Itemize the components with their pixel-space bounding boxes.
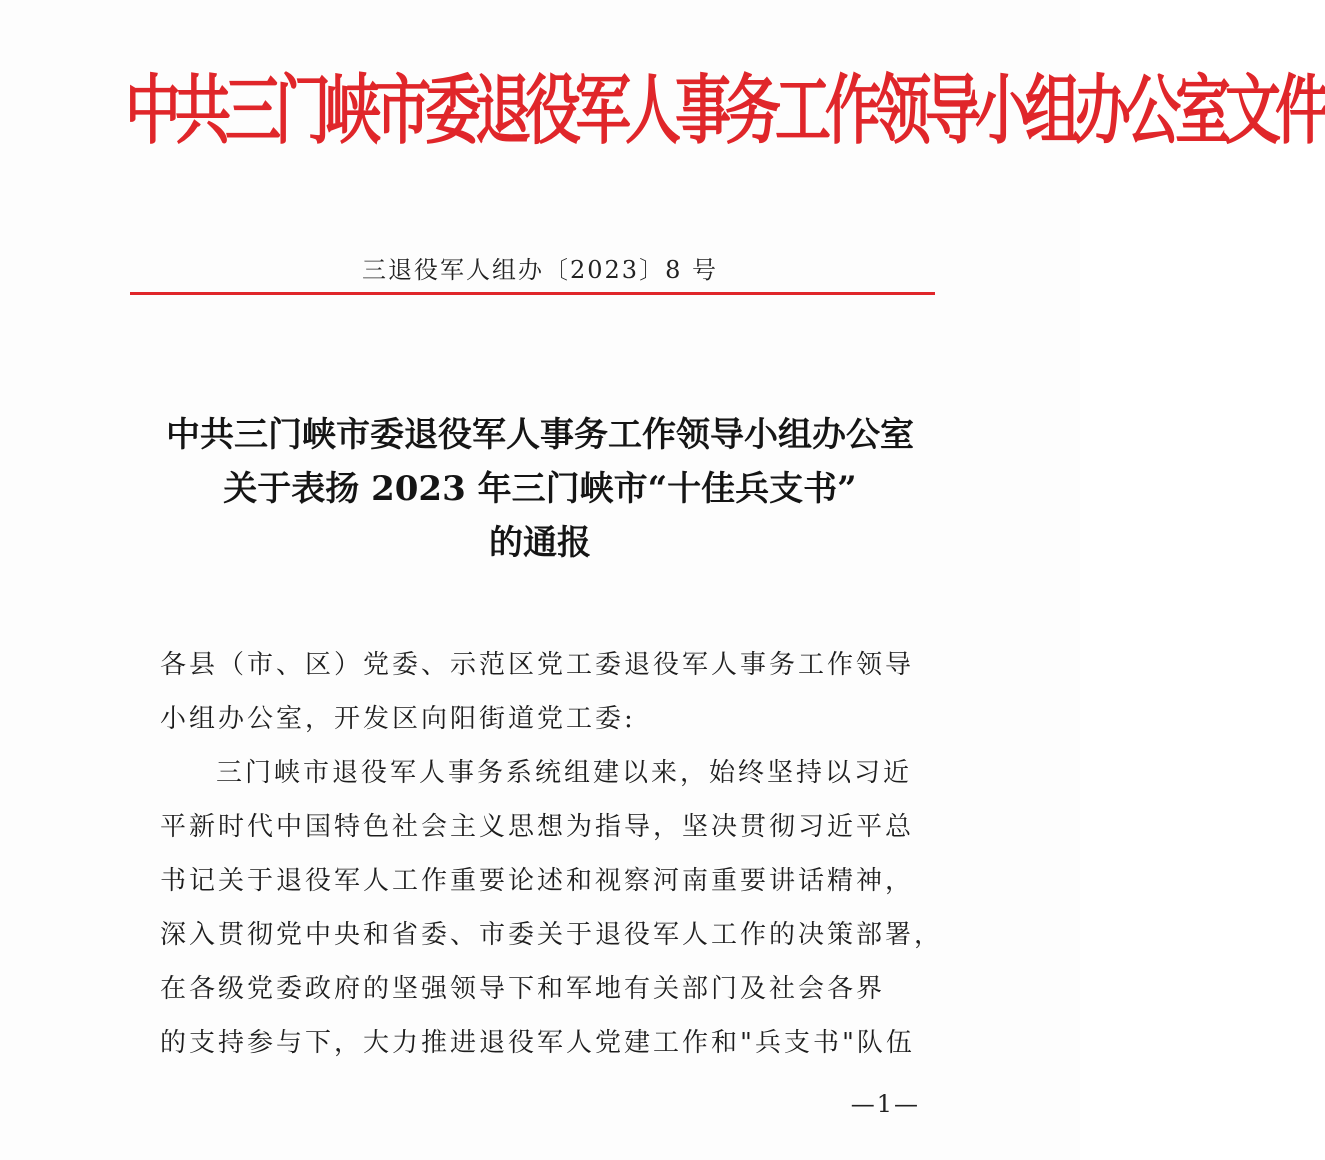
title-line-3: 的通报: [489, 523, 591, 563]
body-line-1: 各县（市、区）党委、示范区党工委退役军人事务工作领导: [160, 650, 915, 680]
body-line-6: 深入贯彻党中央和省委、市委关于退役军人工作的决策部署，: [160, 920, 944, 950]
body-line-2: 小组办公室，开发区向阳街道党工委:: [160, 704, 636, 734]
red-header-title: 中共三门峡市委退役军人事务工作领导小组办公室文件: [125, 67, 1325, 156]
body-line-3: 三门峡市退役军人事务系统组建以来，始终坚持以习近: [216, 758, 913, 788]
title-line-1: 中共三门峡市委退役军人事务工作领导小组办公室: [166, 415, 914, 455]
document-number: 三退役军人组办〔2023〕8 号: [362, 256, 718, 284]
body-text: [160, 638, 944, 1070]
title-line-2: 关于表扬 2023 年三门峡市“十佳兵支书”: [223, 469, 857, 509]
body-line-5: 书记关于退役军人工作重要论述和视察河南重要讲话精神，: [160, 866, 915, 896]
notice-title: [0, 408, 1080, 570]
body-line-7: 在各级党委政府的坚强领导下和军地有关部门及社会各界: [160, 974, 886, 1004]
page-number: —1—: [850, 1090, 920, 1118]
body-line-4: 平新时代中国特色社会主义思想为指导，坚决贯彻习近平总: [160, 812, 915, 842]
red-divider-line: [130, 292, 935, 295]
body-line-8: 的支持参与下，大力推进退役军人党建工作和"兵支书"队伍: [160, 1028, 915, 1058]
